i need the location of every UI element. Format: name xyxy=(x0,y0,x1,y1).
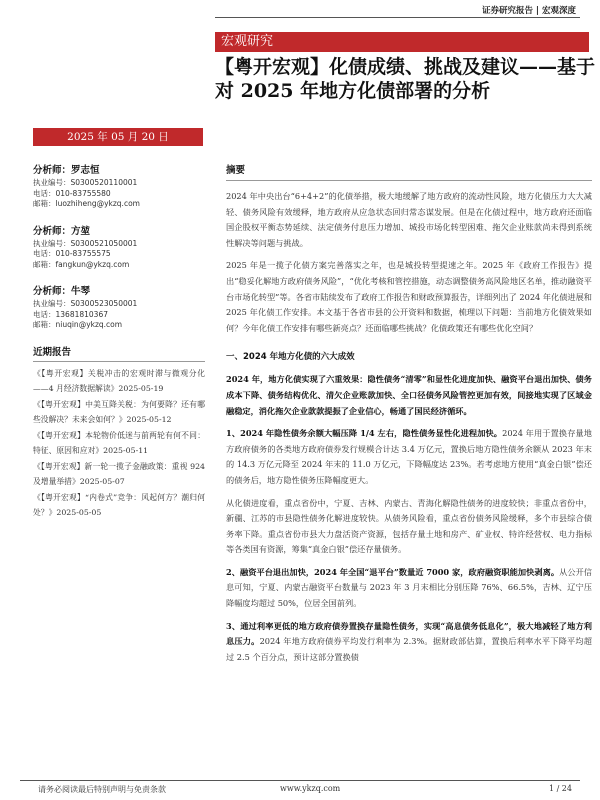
analyst-cert: 执业编号：S0300521050001 xyxy=(33,238,138,248)
category-banner: 宏观研究 xyxy=(215,32,589,52)
header-divider xyxy=(215,17,580,18)
analyst-email[interactable]: 邮箱：fangkun@ykzq.com xyxy=(33,259,130,269)
analyst-cert: 执业编号：S0300523050001 xyxy=(33,299,138,308)
analyst-block xyxy=(33,223,205,271)
analyst-phone: 电话：010-83755580 xyxy=(33,188,111,198)
point-paragraph xyxy=(226,426,592,488)
analyst-block xyxy=(33,283,205,331)
abstract-paragraph: 2024 年中央出台“6+4+2”的化债举措，极大地缓解了地方政府的流动性风险，地方化债压力大大减轻、债务风险有效缓释，地方政府从应急状态回归常态谋发展。但是在化债过程中，地方政府还面临国企股权平衡态势延续、法定债务付息压力增加、城投市场化转型困难、拖欠企业账款尚未得到系统性解决等问题与挑战。 xyxy=(226,191,592,248)
point-paragraph xyxy=(226,619,592,666)
point-body: 从公开信息可知，宁夏、内蒙古融资平台数量与 2023 年 3 月末相比分别压降 76%、66.5%，吉林、辽宁压降幅度均超过 50%，位居全国前列。 xyxy=(226,566,592,609)
page-number: 1 / 24 xyxy=(548,784,572,793)
analyst-phone: 电话：010-83755575 xyxy=(33,249,111,258)
recent-reports-heading: 近期报告 xyxy=(33,344,205,362)
analyst-name: 分析师：方堃 xyxy=(33,225,91,237)
analyst-name: 分析师：罗志恒 xyxy=(33,165,100,176)
report-title: 【粤开宏观】化债成绩、挑战及建议——基于对 2025 年地方化债部署的分析 xyxy=(215,56,596,102)
sidebar xyxy=(33,162,205,521)
point-lead: 3、通过利率更低的地方政府债券置换存量隐性债务，实现“高息债务低息化”，极大地减轻了地方利息压力。 xyxy=(226,620,592,647)
point-paragraph xyxy=(226,565,592,612)
recent-report-link[interactable]: 《【粤开宏观】中美互降关税：为何要降？还有哪些没解决？未来会如何？》2025-05-12 xyxy=(33,399,205,424)
point-lead: 2、融资平台退出加快，2024 年全国“退平台”数量近 7000 家，政府融资职能加快剥离。 xyxy=(226,566,560,577)
analyst-email[interactable]: 邮箱：niuqin@ykzq.com xyxy=(33,320,123,329)
abstract-heading: 摘要 xyxy=(226,162,592,181)
point-lead: 1、2024 年隐性债务余额大幅压降 1/4 左右，隐性债务显性化进程加快。 xyxy=(226,428,503,439)
recent-report-link[interactable]: 《【粤开宏观】“内卷式”竞争：风起何方？潮归何处？》2025-05-05 xyxy=(33,492,205,517)
analyst-block xyxy=(33,162,205,210)
footer-website[interactable]: www.ykzq.com xyxy=(280,784,341,793)
recent-report-link[interactable]: 《【粤开宏观】本轮物价低迷与前两轮有何不同：特征、原因和应对》2025-05-11 xyxy=(33,430,205,455)
point-body: 2024 年地方政府债券平均发行利率为 2.3%。据财政部估算，置换后利率水平下降平均超过 2.5 个百分点，预计这部分置换债 xyxy=(226,636,592,662)
point-body: 2024 年用于置换存量地方政府债务的各类地方政府债券发行规模合计达 3.4 万亿元，置换后地方隐性债务余额从 2023 年末的 14.3 万亿元降至 2024 年末的 11.0 万亿元，下降幅度达 23%。若考虑地方使用“真金白银”偿还的债务后，地方隐性债务压降幅度更大。 xyxy=(226,428,592,485)
analyst-name: 分析师：牛琴 xyxy=(33,286,91,297)
abstract-paragraph: 2025 年是一揽子化债方案完善落实之年，也是城投转型提速之年。2025 年《政府工作报告》提出“稳妥化解地方政府债务风险”，“优化考核和管控措施，动态调整债务高风险地区名单，推动融资平台市场化转型”等。各省市陆续发布了政府工作报告和财政预算报告，详细列出了 2024 年化债进展和 2025 年化债工作安排。本文基于各省市县的公开资料和数据，梳理以下问题：当前地方化债效果如何？今年化债工作安排有哪些新亮点？还面临哪些挑战？化债政策还有哪些优化空间？ xyxy=(226,260,592,333)
report-type-header: 证券研究报告 | 宏观深度 xyxy=(481,6,576,16)
report-date: 2025 年 05 月 20 日 xyxy=(33,128,203,146)
analyst-phone: 电话：13681810367 xyxy=(33,309,108,319)
recent-report-link[interactable]: 《【粤开宏观】关税冲击的宏观时滞与微观分化——4 月经济数据解读》2025-05-19 xyxy=(33,368,205,393)
section-heading: 一、2024 年地方化债的六大成效 xyxy=(226,352,355,363)
summary-paragraph: 2024 年，地方化债实现了六重效果：隐性债务“清零”和显性化进度加快、融资平台退出加快、债务成本下降、债务结构优化、清欠企业账款加快、全口径债务风险管控更加有效，间接地实现了区域金融稳定，消化拖欠企业款款提振了企业信心，畅通了国民经济循环。 xyxy=(226,374,592,416)
analyst-cert: 执业编号：S0300520110001 xyxy=(33,178,138,187)
footer-divider xyxy=(20,780,580,781)
analyst-email[interactable]: 邮箱：luozhiheng@ykzq.com xyxy=(33,199,140,208)
body-paragraph: 从化债进度看，重点省份中，宁夏、吉林、内蒙古、青海化解隐性债务的进度较快；非重点省份中，新疆、江苏的市县隐性债务化解进度较快。从债务风险看，重点省份债务风险缓释，多个市县综合债务率下降。重点省份市县大力盘活资产资源，包括存量土地和房产、矿业权、特许经营权、电力指标等各类国有资源，筹集“真金白银”偿还存量债务。 xyxy=(226,497,592,555)
recent-report-link[interactable]: 《【粤开宏观】新一轮一揽子金融政策：重视 924 及增量举措》2025-05-07 xyxy=(33,461,205,486)
footer-disclaimer: 请务必阅读最后特别声明与免责条款 xyxy=(38,785,166,794)
main-content xyxy=(226,162,592,672)
